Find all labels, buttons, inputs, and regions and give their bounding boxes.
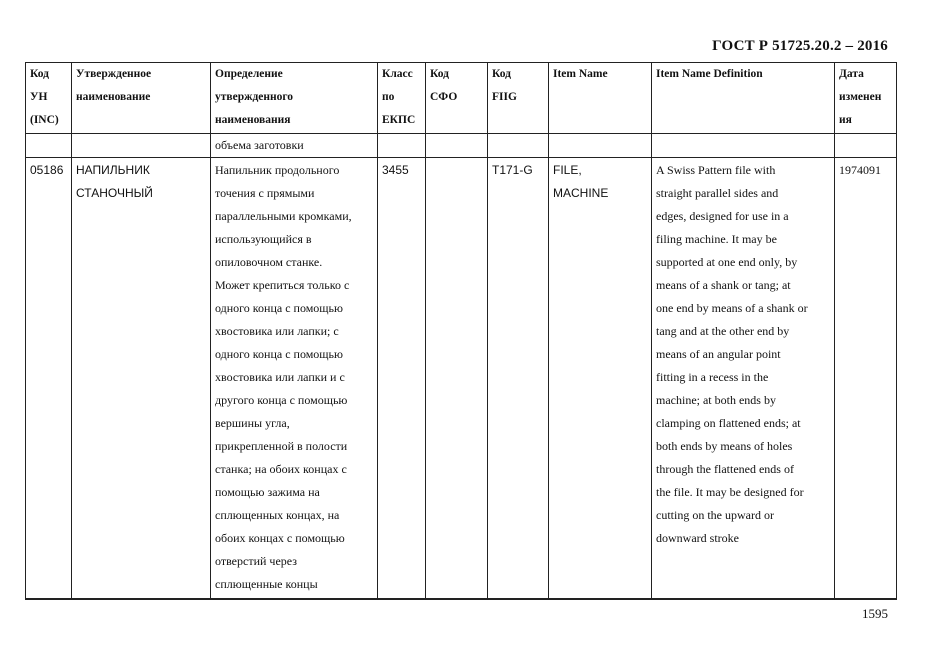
approved-name-line: СТАНОЧНЫЙ: [76, 186, 153, 200]
definition-ru-line: хвостовика или лапки; с: [215, 324, 339, 338]
continuation-text: объема заготовки: [211, 134, 378, 158]
definition-ru-line: сплющенных концах, на: [215, 508, 340, 522]
definition-ru-line: прикрепленной в полости: [215, 439, 348, 453]
definition-ru-line: опиловочном станке.: [215, 255, 323, 269]
definition-ru-line: другого конца с помощью: [215, 393, 348, 407]
header-text-line: Код: [430, 68, 450, 80]
definition-ru-line: помощью зажима на: [215, 485, 320, 499]
definition-ru-line: одного конца с помощью: [215, 347, 343, 361]
item-definition-line: through the flattened ends of: [656, 462, 794, 476]
page-number: 1595: [862, 606, 888, 621]
definition-ru-line: вершины угла,: [215, 416, 290, 430]
item-definition-line: means of an angular point: [656, 347, 781, 361]
header-text-line: по: [382, 91, 395, 103]
header-name-definition: [211, 63, 378, 134]
cell-fiig: T171-G: [488, 158, 549, 600]
approved-name-line: НАПИЛЬНИК: [76, 163, 150, 177]
header-text-line: Код: [30, 68, 50, 80]
cell-sfo: [426, 158, 488, 600]
definition-ru-line: хвостовика или лапки и с: [215, 370, 345, 384]
header-text-line: Item Name Definition: [656, 68, 763, 80]
item-definition-line: machine; at both ends by: [656, 393, 776, 407]
header-text-line: ия: [839, 114, 852, 126]
definition-ru-line: параллельными кромками,: [215, 209, 352, 223]
header-text-line: Дата: [839, 68, 864, 80]
definition-ru-line: станка; на обоих концах с: [215, 462, 347, 476]
item-definition-line: cutting on the upward or: [656, 508, 774, 522]
cell-approved-name: [72, 158, 211, 600]
cell-name-definition: [211, 158, 378, 600]
cell-inc: 05186: [26, 158, 72, 600]
item-definition-line: means of a shank or tang; at: [656, 278, 791, 292]
item-definition-line: fitting in a recess in the: [656, 370, 769, 384]
header-text-line: ЕКПС: [382, 114, 416, 126]
definition-ru-line: Может крепиться только с: [215, 278, 350, 292]
header-approved-name: [72, 63, 211, 134]
cell-class: 3455: [378, 158, 426, 600]
header-text-line: утвержденного: [215, 91, 294, 103]
cell-date: 1974091: [835, 158, 897, 600]
item-name-line: FILE,: [553, 163, 582, 177]
definition-ru-line: Напильник продольного: [215, 163, 340, 177]
item-definition-line: filing machine. It may be: [656, 232, 777, 246]
header-text-line: Класс: [382, 68, 413, 80]
table-row: [26, 158, 897, 600]
item-definition-line: edges, designed for use in a: [656, 209, 789, 223]
header-item-name: [549, 63, 652, 134]
item-definition-line: downward stroke: [656, 531, 739, 545]
item-name-line: MACHINE: [553, 186, 609, 200]
definition-ru-line: отверстий через: [215, 554, 297, 568]
item-definition-line: both ends by means of holes: [656, 439, 793, 453]
catalog-table: [25, 62, 897, 600]
header-text-line: наименования: [215, 114, 291, 126]
header-item-definition: [652, 63, 835, 134]
header-text-line: FIIG: [492, 91, 517, 103]
header-text-line: (INC): [30, 114, 59, 126]
item-definition-line: supported at one end only, by: [656, 255, 798, 269]
header-text-line: изменен: [839, 91, 882, 103]
cell-item-definition: [652, 158, 835, 600]
document-title: ГОСТ Р 51725.20.2 – 2016: [712, 38, 888, 54]
definition-ru-line: обоих концах с помощью: [215, 531, 345, 545]
definition-ru-line: одного конца с помощью: [215, 301, 343, 315]
header-sfo: [426, 63, 488, 134]
item-definition-line: one end by means of a shank or: [656, 301, 808, 315]
header-text-line: Код: [492, 68, 512, 80]
header-text-line: СФО: [430, 91, 458, 103]
definition-ru-line: точения с прямыми: [215, 186, 315, 200]
header-class: [378, 63, 426, 134]
item-definition-line: tang and at the other end by: [656, 324, 790, 338]
item-definition-line: the file. It may be designed for: [656, 485, 804, 499]
item-definition-line: straight parallel sides and: [656, 186, 779, 200]
header-text-line: Определение: [215, 68, 283, 80]
definition-ru-line: сплющенные концы: [215, 577, 318, 591]
continuation-row: [26, 134, 897, 158]
item-definition-line: A Swiss Pattern file with: [656, 163, 776, 177]
header-fiig: [488, 63, 549, 134]
table-header-row: [26, 63, 897, 134]
cell-item-name: [549, 158, 652, 600]
header-text-line: УН: [30, 91, 48, 103]
definition-ru-line: использующийся в: [215, 232, 312, 246]
header-text-line: Утвержденное: [76, 68, 152, 80]
header-text-line: Item Name: [553, 68, 608, 80]
header-text-line: наименование: [76, 91, 151, 103]
header-date: [835, 63, 897, 134]
item-definition-line: clamping on flattened ends; at: [656, 416, 801, 430]
header-inc: [26, 63, 72, 134]
